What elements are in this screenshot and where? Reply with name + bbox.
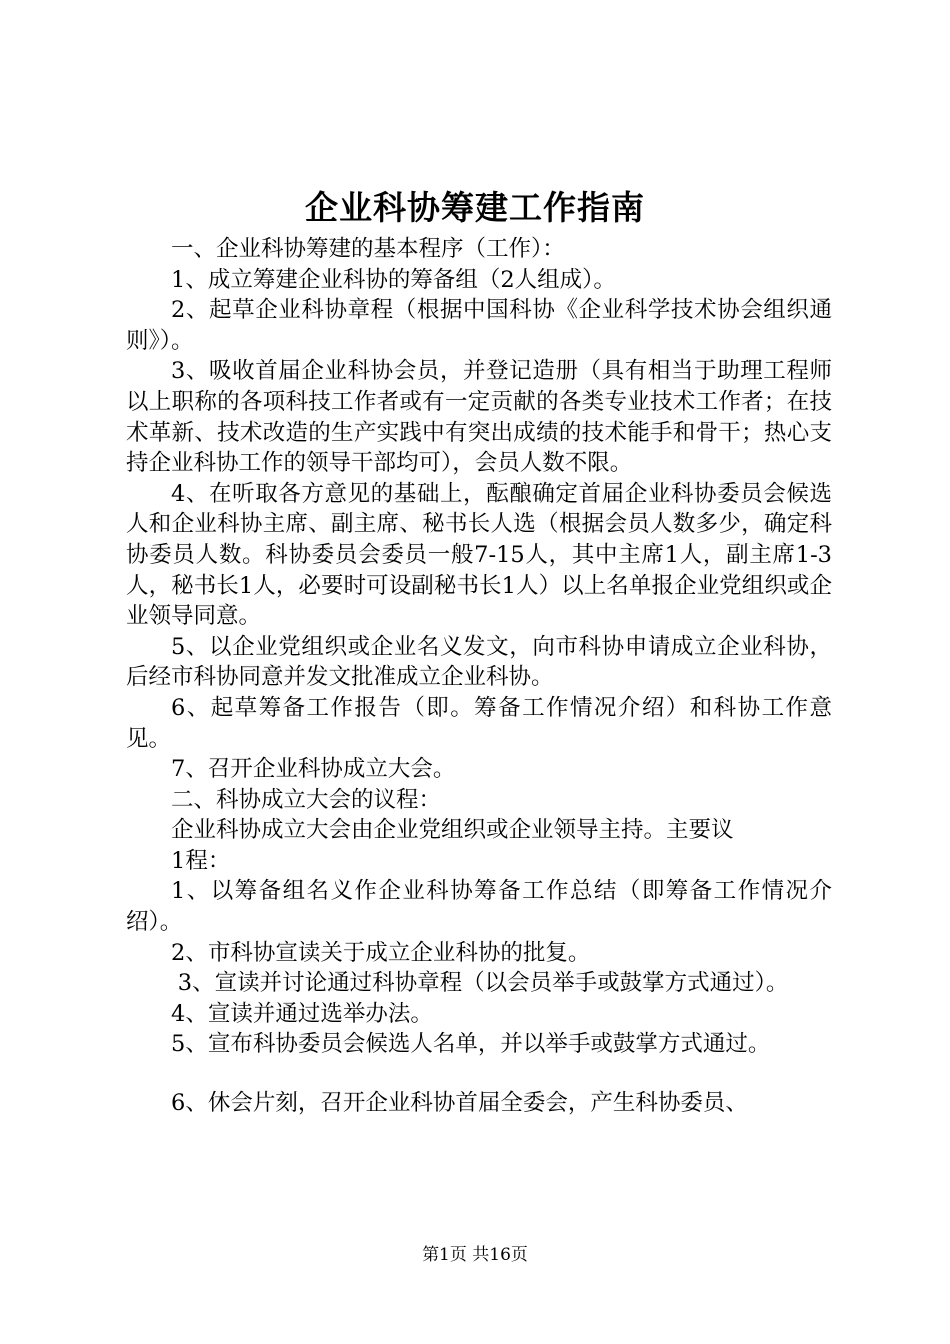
paragraph: 4、宣读并通过选举办法。 <box>171 1000 433 1027</box>
section-heading: 二、科协成立大会的议程： <box>171 786 442 813</box>
paragraph: 企业科协成立大会由企业党组织或企业领导主持。主要议 <box>171 817 734 844</box>
paragraph: 7、召开企业科协成立大会。 <box>171 756 456 783</box>
document-title: 企业科协筹建工作指南 <box>305 188 645 227</box>
paragraph: 2、市科协宣读关于成立企业科协的批复。 <box>171 939 591 966</box>
paragraph: 1程： <box>171 847 231 874</box>
paragraph: 3、吸收首届企业科协会员，并登记造册（具有相当于助理工程师以上职称的各项科技工作者或有一定贡献的各类专业技术工作者；在技术革新、技术改造的生产实践中有突出成绩的技术能手和骨干；热心支持企业科协工作的领导干部均可），会员人数不限。 <box>126 358 832 477</box>
paragraph: 5、以企业党组织或企业名义发文，向市科协申请成立企业科协，后经市科协同意并发文批准成立企业科协。 <box>126 633 832 691</box>
paragraph: 4、在听取各方意见的基础上，酝酿确定首届企业科协委员会候选人和企业科协主席、副主席、秘书长人选（根据会员人数多少，确定科协委员人数。科协委员会委员一般7-15人，其中主席1人，副主席1-3人，秘书长1人，必要时可设副秘书长1人）以上名单报企业党组织或企业领导同意。 <box>126 480 832 630</box>
paragraph: 6、起草筹备工作报告（即。筹备工作情况介绍）和科协工作意见。 <box>126 694 832 752</box>
document-body <box>126 234 832 1119</box>
paragraph: 6、休会片刻，召开企业科协首届全委会，产生科协委员、 <box>171 1090 748 1117</box>
paragraph: 1、以筹备组名义作企业科协筹备工作总结（即筹备工作情况介绍）。 <box>126 878 832 936</box>
page-number: 第1页 共16页 <box>422 1245 528 1265</box>
paragraph: 3、宣读并讨论通过科协章程（以会员举手或鼓掌方式通过）。 <box>177 970 789 997</box>
paragraph: 5、宣布科协委员会候选人名单，并以举手或鼓掌方式通过。 <box>171 1031 771 1058</box>
paragraph: 2、起草企业科协章程（根据中国科协《企业科学技术协会组织通则》）。 <box>126 297 832 354</box>
section-heading: 一、企业科协筹建的基本程序（工作）： <box>171 236 565 262</box>
paragraph: 1、成立筹建企业科协的筹备组（2人组成）。 <box>171 266 616 293</box>
